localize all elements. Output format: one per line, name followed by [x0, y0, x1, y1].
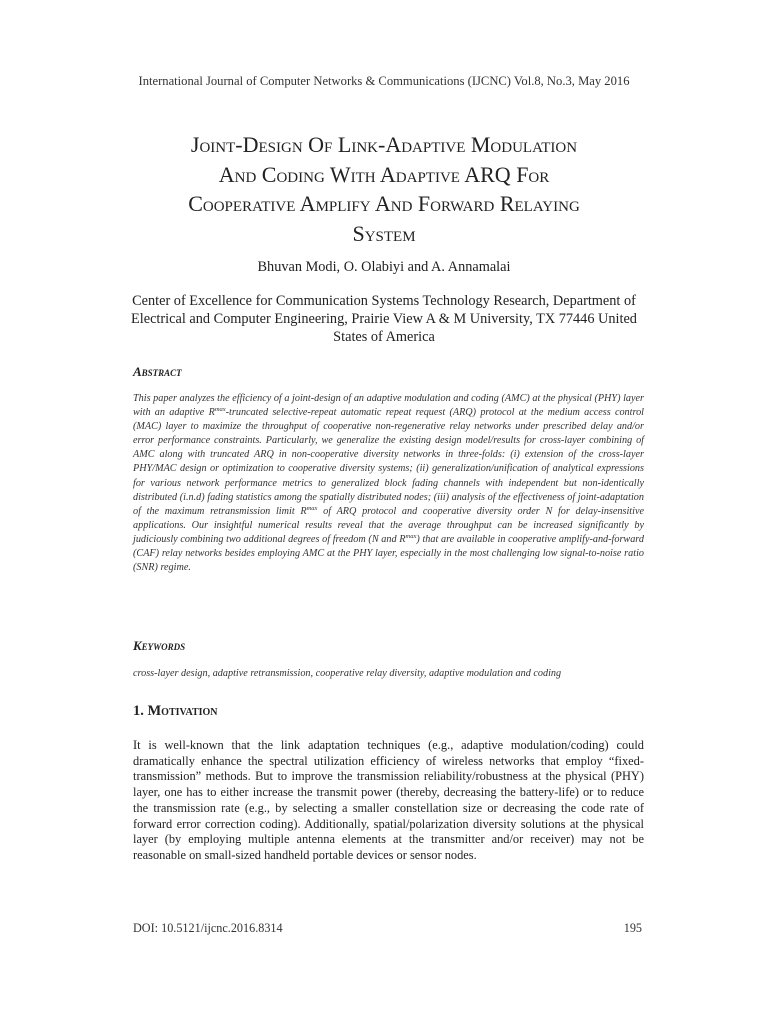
section-body-motivation: It is well-known that the link adaptation techniques (e.g., adaptive modulation/coding) could dramatically enhance the spectral utilization efficiency of wireless networks that employ “fixed-transmission” methods. But to improve the transmission reliability/robustness at the physical (PHY) layer, one has to either increase the transmit power (thereby, decreasing the battery-life) or to reduce the transmission rate (e.g., by selecting a smaller constellation size or decreasing the code rate of forward error correction coding). Additionally, spatial/polarization diversity solutions at the physical layer (by employing multiple antenna elements at the transmitter and/or receiver) may not be reasonable on small-sized handheld portable devices or sensor nodes.: [133, 738, 644, 862]
section-heading-motivation: 1. Motivation: [133, 703, 218, 719]
page-number: 195: [623, 921, 642, 935]
abstract-text-part: ) that are available in cooperative amplify-and-forward (CAF) relay networks besides employing AMC at the PHY layer, especially in the most challenging low signal-to-noise ratio (SNR) regime.: [133, 533, 644, 574]
keywords-heading: Keywords: [133, 638, 186, 653]
title-line: Joint-Design Of Link-Adaptive Modulation: [190, 132, 578, 157]
keywords-text: cross-layer design, adaptive retransmission, cooperative relay diversity, adaptive modulation and coding: [133, 668, 562, 679]
abstract-heading: Abstract: [133, 364, 182, 379]
abstract-text: [133, 392, 644, 575]
doi-footer: DOI: 10.5121/ijcnc.2016.8314: [133, 921, 283, 935]
superscript: max: [214, 406, 226, 414]
author-list: Bhuvan Modi, O. Olabiyi and A. Annamalai: [257, 259, 511, 275]
title-line: And Coding With Adaptive ARQ For: [218, 161, 550, 187]
abstract-text-part: -truncated selective-repeat automatic repeat request (ARQ) protocol at the medium access control (MAC) layer to maximize the throughput of cooperative non-regenerative relay networks under prescribed delay and/or error performance constraints. Particularly, we generalize the existing design model/results for cross-layer combining of AMC along with truncated ARQ in non-cooperative diversity networks in three-folds: (i) extension of the cross-layer PHY/MAC design or optimization to cooperative diversity systems; (ii) generalization/unification of analytical expressions for various network performance metrics to generalized block fading channels with independent but non-identically distributed (i.n.d) fading statistics among the spatially distributed nodes; (iii) analysis of the effectiveness of joint-adaptation of the maximum retransmission limit R: [133, 407, 644, 517]
running-head: International Journal of Computer Networks & Communications (IJCNC) Vol.8, No.3, May 2016: [138, 74, 630, 88]
paper-title: [100, 130, 668, 248]
superscript: max: [306, 504, 318, 512]
title-line: System: [352, 220, 416, 246]
title-line: Cooperative Amplify And Forward Relaying: [188, 191, 580, 216]
abstract-text-part: This paper analyzes the efficiency of a joint-design of an adaptive modulation and coding (AMC) at the physical (PHY) layer with an adaptive R: [133, 393, 644, 419]
abstract-text-part: of ARQ protocol and cooperative diversity order N for delay-insensitive applications. Our insightful numerical results reveal that the average throughput can be increased significantly by judiciously combining two additional degrees of freedom (N and R: [133, 505, 644, 545]
author-affiliation: Center of Excellence for Communication Systems Technology Research, Department of Electrical and Computer Engineering, Prairie View A & M University, TX 77446 United States of America: [131, 293, 637, 346]
superscript: max: [405, 532, 417, 540]
